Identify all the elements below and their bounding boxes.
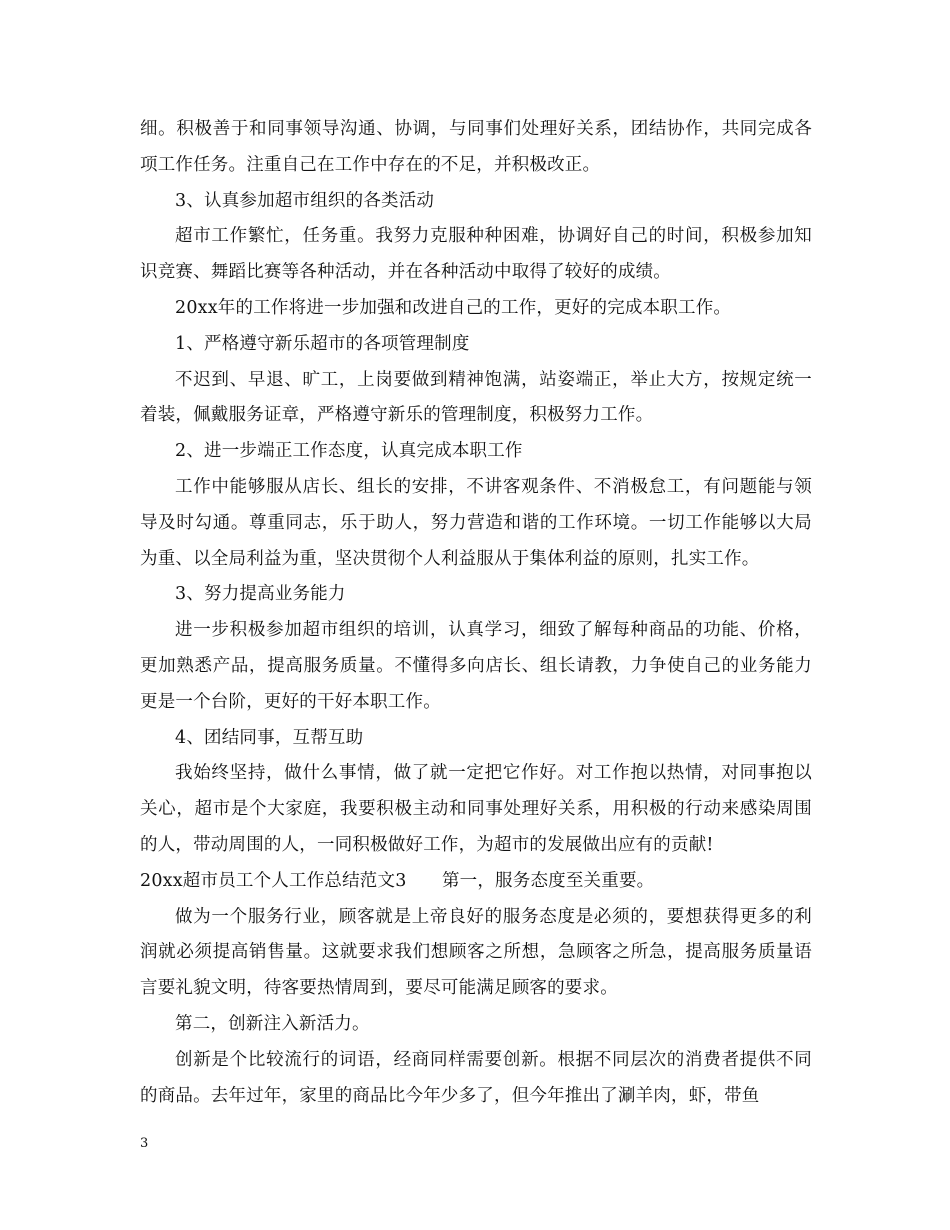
section-heading: 4、团结同事，互帮互助: [175, 727, 364, 748]
paragraph: 创新是个比较流行的词语，经商同样需要创新。根据不同层次的消费者提供不同的商品。去年过年，家里的商品比今年少多了，但今年推出了涮羊肉，虾，带鱼: [140, 1049, 812, 1106]
section-heading: 第二，创新注入新活力。: [175, 1013, 370, 1034]
paragraph: 不迟到、早退、旷工，上岗要做到精神饱满，站姿端正，举止大方，按规定统一着装，佩戴服务证章，严格遵守新乐的管理制度，积极努力工作。: [140, 369, 812, 426]
article-title-line: 20xx超市员工个人工作总结范文3 第一，服务态度至关重要。: [140, 870, 655, 891]
section-heading: 3、努力提高业务能力: [175, 584, 346, 605]
paragraph: 细。积极善于和同事领导沟通、协调，与同事们处理好关系，团结协作，共同完成各项工作任务。注重自己在工作中存在的不足，并积极改正。: [140, 119, 812, 175]
paragraph: 工作中能够服从店长、组长的安排，不讲客观条件、不消极怠工，有问题能与领导及时勾通。尊重同志，乐于助人，努力营造和谐的工作环境。一切工作能够以大局为重、以全局利益为重，坚决贯彻个人利益服从于集体利益的原则，扎实工作。: [140, 476, 812, 569]
document-body: [140, 112, 812, 1114]
paragraph: 进一步积极参加超市组织的培训，认真学习，细致了解每种商品的功能、价格，更加熟悉产品，提高服务质量。不懂得多向店长、组长请教，力争使自己的业务能力更是一个台阶，更好的干好本职工作。: [140, 620, 812, 712]
paragraph: 我始终坚持，做什么事情，做了就一定把它作好。对工作抱以热情，对同事抱以关心，超市是个大家庭，我要积极主动和同事处理好关系，用积极的行动来感染周围的人，带动周围的人，一同积极做好工作，为超市的发展做出应有的贡献!: [140, 763, 812, 855]
section-heading: 2、进一步端正工作态度，认真完成本职工作: [175, 441, 523, 462]
paragraph: 20xx年的工作将进一步加强和改进自己的工作，更好的完成本职工作。: [175, 297, 732, 318]
section-heading: 3、认真参加超市组织的各类活动: [175, 190, 435, 211]
section-heading: 1、严格遵守新乐超市的各项管理制度: [175, 333, 470, 354]
page-number: 3: [140, 1136, 149, 1151]
paragraph: 超市工作繁忙，任务重。我努力克服种种困难，协调好自己的时间，积极参加知识竞赛、舞蹈比赛等各种活动，并在各种活动中取得了较好的成绩。: [140, 226, 812, 283]
paragraph: 做为一个服务行业，顾客就是上帝良好的服务态度是必须的，要想获得更多的利润就必须提高销售量。这就要求我们想顾客之所想，急顾客之所急，提高服务质量语言要礼貌文明，待客要热情周到，要尽可能满足顾客的要求。: [140, 906, 812, 999]
